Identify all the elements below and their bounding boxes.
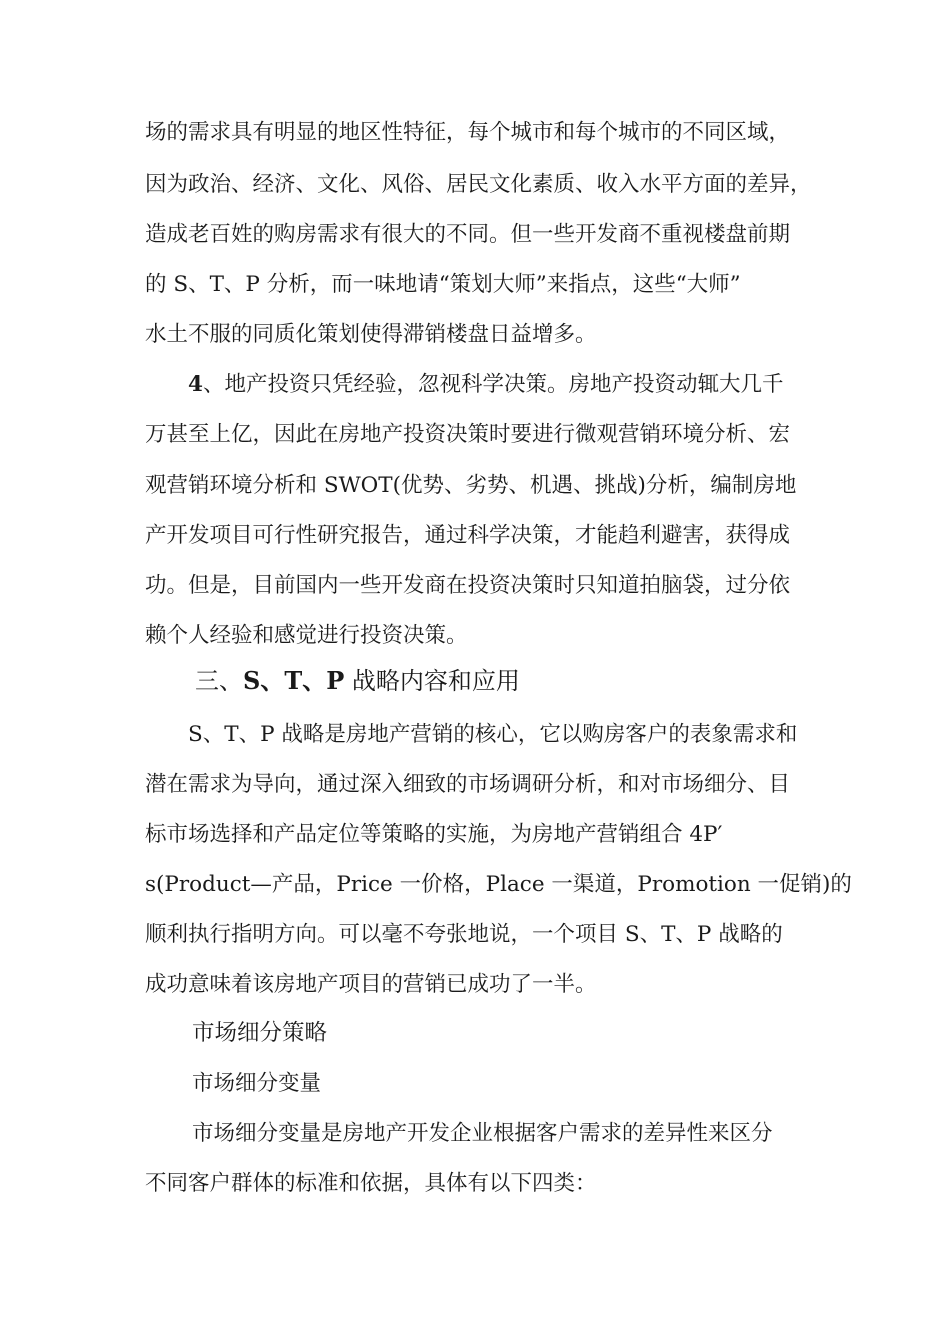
section-heading-prefix: 三、 — [195, 667, 243, 695]
paragraph-3-line-3: 标市场选择和产品定位等策略的实施，为房地产营销组合 4P′ — [145, 822, 723, 847]
paragraph-2-line-1 — [188, 370, 783, 400]
paragraph-3-line-6: 成功意味着该房地产项目的营销已成功了一半。 — [145, 972, 597, 997]
paragraph-1-line-1: 场的需求具有明显的地区性特征，每个城市和每个城市的不同区域， — [145, 120, 791, 145]
paragraph-3-line-5: 顺利执行指明方向。可以毫不夸张地说，一个项目 S、T、P 战略的 — [145, 922, 783, 947]
paragraph-3-line-1: S、T、P 战略是房地产营销的核心，它以购房客户的表象需求和 — [188, 722, 798, 747]
paragraph-4-line-1: 市场细分变量是房地产开发企业根据客户需求的差异性来区分 — [192, 1121, 773, 1146]
paragraph-2-number: 4 — [188, 372, 203, 397]
paragraph-4-line-2: 不同客户群体的标准和依据，具体有以下四类： — [145, 1171, 597, 1196]
paragraph-1-line-2: 因为政治、经济、文化、风俗、居民文化素质、收入水平方面的差异， — [145, 172, 812, 197]
paragraph-2-line-6: 赖个人经验和感觉进行投资决策。 — [145, 623, 468, 648]
paragraph-3-line-2: 潜在需求为导向，通过深入细致的市场调研分析，和对市场细分、目 — [145, 772, 791, 797]
section-heading-suffix: 战略内容和应用 — [344, 667, 520, 695]
subheading-market-segmentation-strategy: 市场细分策略 — [192, 1020, 328, 1046]
paragraph-2-line-5: 功。但是，目前国内一些开发商在投资决策时只知道拍脑袋，过分依 — [145, 573, 791, 598]
paragraph-1-line-3: 造成老百姓的购房需求有很大的不同。但一些开发商不重视楼盘前期 — [145, 222, 791, 247]
subheading-segmentation-variables: 市场细分变量 — [192, 1071, 322, 1096]
section-heading — [195, 665, 520, 697]
paragraph-2-line-4: 产开发项目可行性研究报告，通过科学决策，才能趋利避害，获得成 — [145, 523, 791, 548]
paragraph-3-line-4: s(Product—产品，Price 一价格，Place 一渠道，Promotion 一促销)的 — [145, 872, 852, 897]
paragraph-2-line-2: 万甚至上亿，因此在房地产投资决策时要进行微观营销环境分析、宏 — [145, 422, 791, 447]
paragraph-2-line-3: 观营销环境分析和 SWOT(优势、劣势、机遇、挑战)分析，编制房地 — [145, 473, 797, 498]
paragraph-1-line-5: 水土不服的同质化策划使得滞销楼盘日益增多。 — [145, 322, 597, 347]
paragraph-1-line-4: 的 S、T、P 分析，而一味地请“策划大师”来指点，这些“大师” — [145, 272, 741, 297]
section-heading-bold: S、T、P — [243, 666, 345, 695]
paragraph-2-line-1-text: 、地产投资只凭经验，忽视科学决策。房地产投资动辄大几千 — [202, 372, 784, 397]
